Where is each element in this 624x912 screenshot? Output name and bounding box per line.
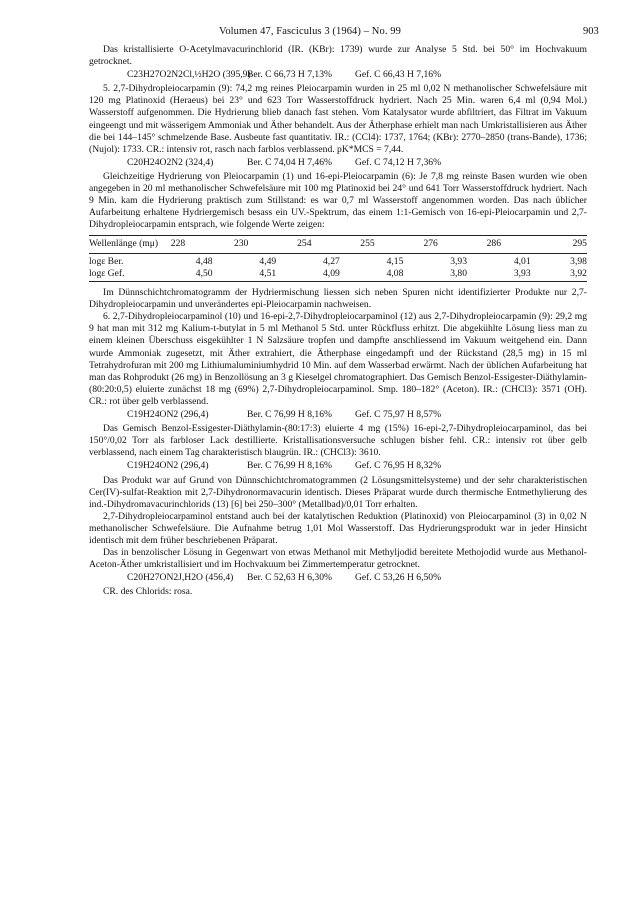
formula: C19H24ON2 (296,4)	[127, 409, 209, 421]
wavelength-cell: 254	[297, 238, 312, 250]
calculated: Ber. C 52,63 H 6,30%	[247, 572, 333, 584]
paragraph-methojodid: Das in benzolischer Lösung in Gegenwart von etwas Methanol mit Methyljodid bereitete Methojodid wurde aus Methanol-Aceton-Äther umkristallisiert und im Hochvakuum bei Zimmertemperatur getrocknet.	[89, 547, 587, 571]
found: Gef. C 53,26 H 6,50%	[355, 572, 442, 584]
paragraph-dihydropleiocarpamin: 5. 2,7-Dihydropleiocarpamin (9): 74,2 mg reines Pleiocarpamin wurden in 25 ml 0,02 N methanolischer Schwefelsäure mit 120 mg Platinoxid (Heraeus) bei 23° und 623 Torr Wasserstoffdruck hydriert. Nach 25 Min. waren 6,4 ml (0,94 Mol.) Wasserstoff aufgenommen. Die Hydrierung blieb danach fast stehen. Vom Katalysator wurde abfiltriert, das Filtrat im Vakuum eingeengt und mit wässerigem Ammoniak und Äther behandelt. Aus der Ätherphase erhielt man nach Umkristallisieren aus Äther die bei 144–145° schmelzende Base. Ausbeute fast quantitativ. IR.: (CCl4): 1737, 1764; (KBr): 2770–2850 (trans-Bande), 1736; (Nujol): 1733. CR.: intensiv rot, rasch nach farblos verblassend. pK*MCS = 7,44.	[89, 83, 587, 155]
table-cell: 4,09	[323, 268, 340, 279]
paragraph-catalytic-reduction: 2,7-Dihydropleiocarpaminol entstand auch bei der katalytischen Reduktion (Platinoxid) von Pleiocarpaminol (3) in 0,02 N methanolischer Schwefelsäure. Die Aufnahme betrug 1,01 Mol Wasserstoff. Das Hydrierungsprodukt war in jeder Hinsicht identisch mit dem früher beschriebenen Präparat.	[89, 510, 587, 546]
table-cell: 4,51	[259, 268, 277, 279]
analysis-line	[89, 572, 587, 584]
calculated: Ber. C 76,99 H 8,16%	[247, 409, 333, 421]
formula: C23H27O2N2Cl,½H2O (395,9)	[127, 69, 251, 81]
analysis-line	[89, 157, 587, 169]
table-cell: 3,92	[570, 268, 587, 279]
paragraph-simultaneous-hydrogenation: Gleichzeitige Hydrierung von Pleiocarpamin (1) und 16-epi-Pleiocarpamin (6): Je 7,8 mg reinste Basen wurden wie oben angegeben in 20 ml methanolischer Schwefelsäure mit 100 mg Platinoxid bei 24° und 641 Torr Wasserstoffdruck hydriert. Nach 9 Min. kam die Hydrierung praktisch zum Stillstand: es war 0,7 ml Wasserstoff angenommen worden. Das nach üblicher Aufarbeitung erhaltene Hydriergemisch besass ein UV.-Spektrum, das einem 1:1-Gemisch von 16-epi-Pleiocarpamin und 2,7-Dihydropleiocarpamin entsprach, wie folgende Werte zeigen:	[89, 170, 587, 231]
found: Gef. C 66,43 H 7,16%	[355, 69, 442, 81]
table-cell: 4,01	[513, 255, 531, 267]
uv-table-header	[89, 238, 587, 254]
paragraph-epi-dihydropleiocarpaminol: Das Gemisch Benzol-Essigester-Diäthylamin-(80:17:3) eluierte 4 mg (15%) 16-epi-2,7-Dihydropleiocarpaminol, das bei 150°/0,02 Torr als farbloser Lack destillierte. Kristallisationsversuche schlugen bisher fehl. CR.: intensiv rot über gelb verblassend, nach einem Tag charakteristisch blaugrün. IR.: (CHCl3): 3610.	[89, 423, 587, 459]
wavelength-cell: 286	[486, 238, 502, 250]
calculated: Ber. C 66,73 H 7,13%	[247, 69, 333, 81]
row-label: logε Gef.	[89, 268, 125, 279]
table-cell: 4,48	[195, 255, 213, 267]
found: Gef. C 74,12 H 7,36%	[355, 156, 442, 168]
table-cell: 3,93	[450, 255, 468, 267]
row-label: logε Ber.	[89, 255, 124, 267]
calculated: Ber. C 76,99 H 8,16%	[247, 460, 333, 472]
wavelength-cell: 295	[572, 238, 587, 250]
found: Gef. C 76,95 H 8,32%	[355, 460, 442, 472]
paragraph-dihydropleiocarpaminol: 6. 2,7-Dihydropleiocarpaminol (10) und 16-epi-2,7-Dihydropleiocarpaminol (12) aus 2,7-Dihydropleiocarpamin (9): 29,2 mg 9 hat man mit 312 mg Kalium-t-butylat in 5 ml Methanol 5 Std. unter Rückfluss erhitzt. Die abgekühlte Lösung liess man zu einem kleinen Überschuss eisgekühlter 1 N Salzsäure tropfen und dampfte anschliessend im Vakuum weitgehend ein. Dann wurde Ammoniak zugesetzt, mit Äther extrahiert, die Ätherphase eingedampft und der Rückstand (28,5 mg) in 15 ml Tetrahydrofuran mit 200 mg Lithiumaluminiumhydrid 10 Min. auf dem Wasserbad erwärmt. Nach der üblichen Aufarbeitung hat man das Rohprodukt (26 mg) in Benzollösung an 3 g Kieselgel chromatographiert. Das Gemisch Benzol-Essigester-Diäthylamin-(80:20:0,5) eluierte zunächst 18 mg (69%) 2,7-Dihydropleiocarpaminol. Smp. 180–182° (Aceton). IR.: (CHCl3): 3571 (OH). CR.: rot über gelb verblassend.	[89, 311, 587, 407]
page-number: 903	[583, 26, 599, 37]
formula: C19H24ON2 (296,4)	[127, 460, 209, 472]
paragraph-chloride: CR. des Chlorids: rosa.	[103, 586, 193, 598]
paragraph-acetylmavacurin: Das kristallisierte O-Acetylmavacurinchlorid (IR. (KBr): 1739) wurde zur Analyse 5 Std. bei 50° im Hochvakuum getrocknet.	[89, 44, 587, 68]
table-cell: 4,15	[386, 255, 404, 267]
table-cell: 4,08	[386, 268, 404, 279]
wavelength-cell: 255	[360, 238, 375, 250]
table-cell: 4,27	[323, 255, 340, 267]
uv-table	[89, 235, 587, 282]
analysis-line	[89, 69, 587, 81]
formula: C20H24O2N2 (324,4)	[127, 156, 214, 168]
formula: C20H27ON2J,H2O (456,4)	[127, 572, 234, 584]
wavelength-label: Wellenlänge (mμ)	[89, 238, 159, 250]
analysis-line	[89, 409, 587, 421]
table-cell: 4,49	[259, 255, 277, 267]
paragraph-product-identity: Das Produkt war auf Grund von Dünnschichtchromatogrammen (2 Lösungsmittelsysteme) und der sehr charakteristischen Cer(IV)-sulfat-Reaktion mit 2,7-Dihydronormavacurin identisch. Dieses Präparat wurde durch thermische Entmethylierung des ind.-Dihydromavacurinchlorids (13) [6] bei 250–300° (Metallbad)/0,01 Torr erhalten.	[89, 474, 587, 510]
table-cell: 4,50	[195, 268, 213, 279]
paragraph-tlc: Im Dünnschichtchromatogramm der Hydriermischung liessen sich neben Spuren nicht identifizierter Produkte nur 2,7-Dihydropleiocarpamin und unverändertes epi-Pleiocarpamin nachweisen.	[89, 287, 587, 311]
document-body	[89, 44, 587, 598]
found: Gef. C 75,97 H 8,57%	[355, 409, 442, 421]
table-row	[89, 268, 587, 280]
table-cell: 3,93	[513, 268, 531, 279]
table-cell: 3,98	[570, 255, 587, 267]
analysis-line	[89, 460, 587, 472]
wavelength-cell: 276	[423, 238, 438, 250]
wavelength-cell: 228	[170, 238, 186, 250]
table-cell: 3,80	[450, 268, 468, 279]
table-row	[89, 256, 587, 268]
calculated: Ber. C 74,04 H 7,46%	[247, 156, 333, 168]
running-title: Volumen 47, Fasciculus 3 (1964) – No. 99	[218, 26, 401, 37]
wavelength-cell: 230	[233, 238, 249, 250]
